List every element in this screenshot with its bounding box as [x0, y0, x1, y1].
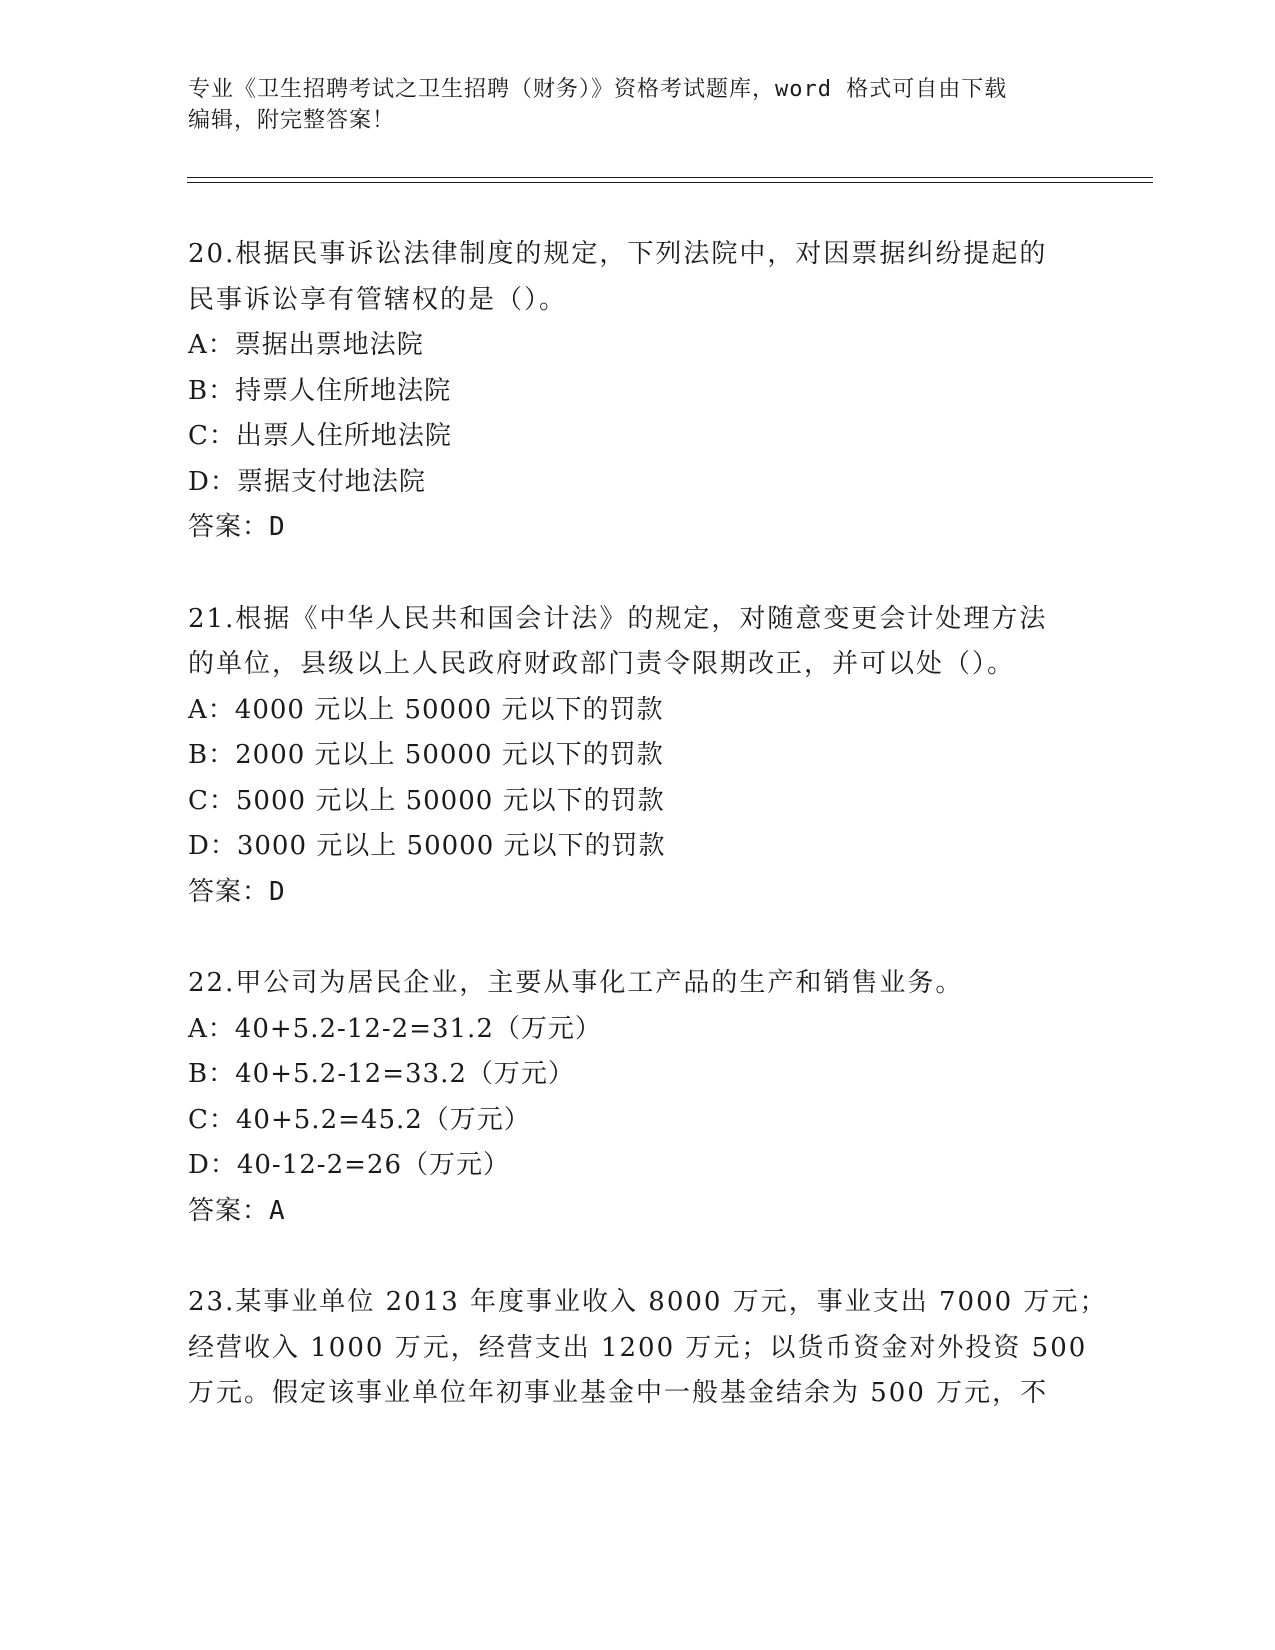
- option-b: B：40+5.2-12=33.2（万元）: [188, 1059, 575, 1089]
- question-stem: 22.甲公司为居民企业，主要从事化工产品的生产和销售业务。: [188, 968, 964, 998]
- question-22: [188, 961, 1088, 1234]
- answer: 答案：D: [188, 512, 286, 542]
- question-stem: 21.根据《中华人民共和国会计法》的规定，对随意变更会计处理方法: [188, 603, 1048, 634]
- question-23: [188, 1280, 1108, 1417]
- option-d: D：40-12-2=26（万元）: [188, 1150, 510, 1180]
- question-stem: 经营收入 1000 万元，经营支出 1200 万元；以货币资金对外投资 500: [188, 1332, 1088, 1363]
- question-stem: 民事诉讼享有管辖权的是（）。: [188, 284, 568, 315]
- option-c: C：40+5.2=45.2（万元）: [188, 1104, 531, 1135]
- option-a: A：40+5.2-12-2=31.2（万元）: [188, 1013, 602, 1044]
- option-b: B：2000 元以上 50000 元以下的罚款: [188, 740, 664, 770]
- question-list: [188, 232, 1108, 1463]
- option-d: D：3000 元以上 50000 元以下的罚款: [188, 831, 666, 861]
- header-line: 专业《卫生招聘考试之卫生招聘（财务）》资格考试题库，word 格式可自由下载: [188, 77, 1008, 102]
- question-stem: 万元。假定该事业单位年初事业基金中一般基金结余为 500 万元，不: [188, 1378, 1049, 1408]
- question-21: [188, 597, 1088, 916]
- header-divider-top: [187, 177, 1153, 178]
- question-20: [188, 232, 1088, 551]
- option-b: B：持票人住所地法院: [188, 375, 452, 406]
- option-c: C：5000 元以上 50000 元以下的罚款: [188, 785, 665, 816]
- header-line: 编辑，附完整答案！: [188, 108, 396, 133]
- document-header: [188, 74, 1068, 136]
- answer: 答案：A: [188, 1195, 286, 1226]
- question-stem: 的单位，县级以上人民政府财政部门责令限期改正，并可以处（）。: [188, 649, 1016, 679]
- option-d: D：票据支付地法院: [188, 466, 426, 497]
- option-a: A：4000 元以上 50000 元以下的罚款: [188, 694, 664, 725]
- answer: 答案：D: [188, 876, 286, 907]
- option-a: A：票据出票地法院: [188, 330, 424, 360]
- option-c: C：出票人住所地法院: [188, 421, 452, 451]
- question-stem: 20.根据民事诉讼法律制度的规定，下列法院中，对因票据纠纷提起的: [188, 239, 1048, 269]
- question-stem: 23.某事业单位 2013 年度事业收入 8000 万元，事业支出 7000 万元；: [188, 1287, 1108, 1317]
- header-divider-bottom: [187, 182, 1153, 183]
